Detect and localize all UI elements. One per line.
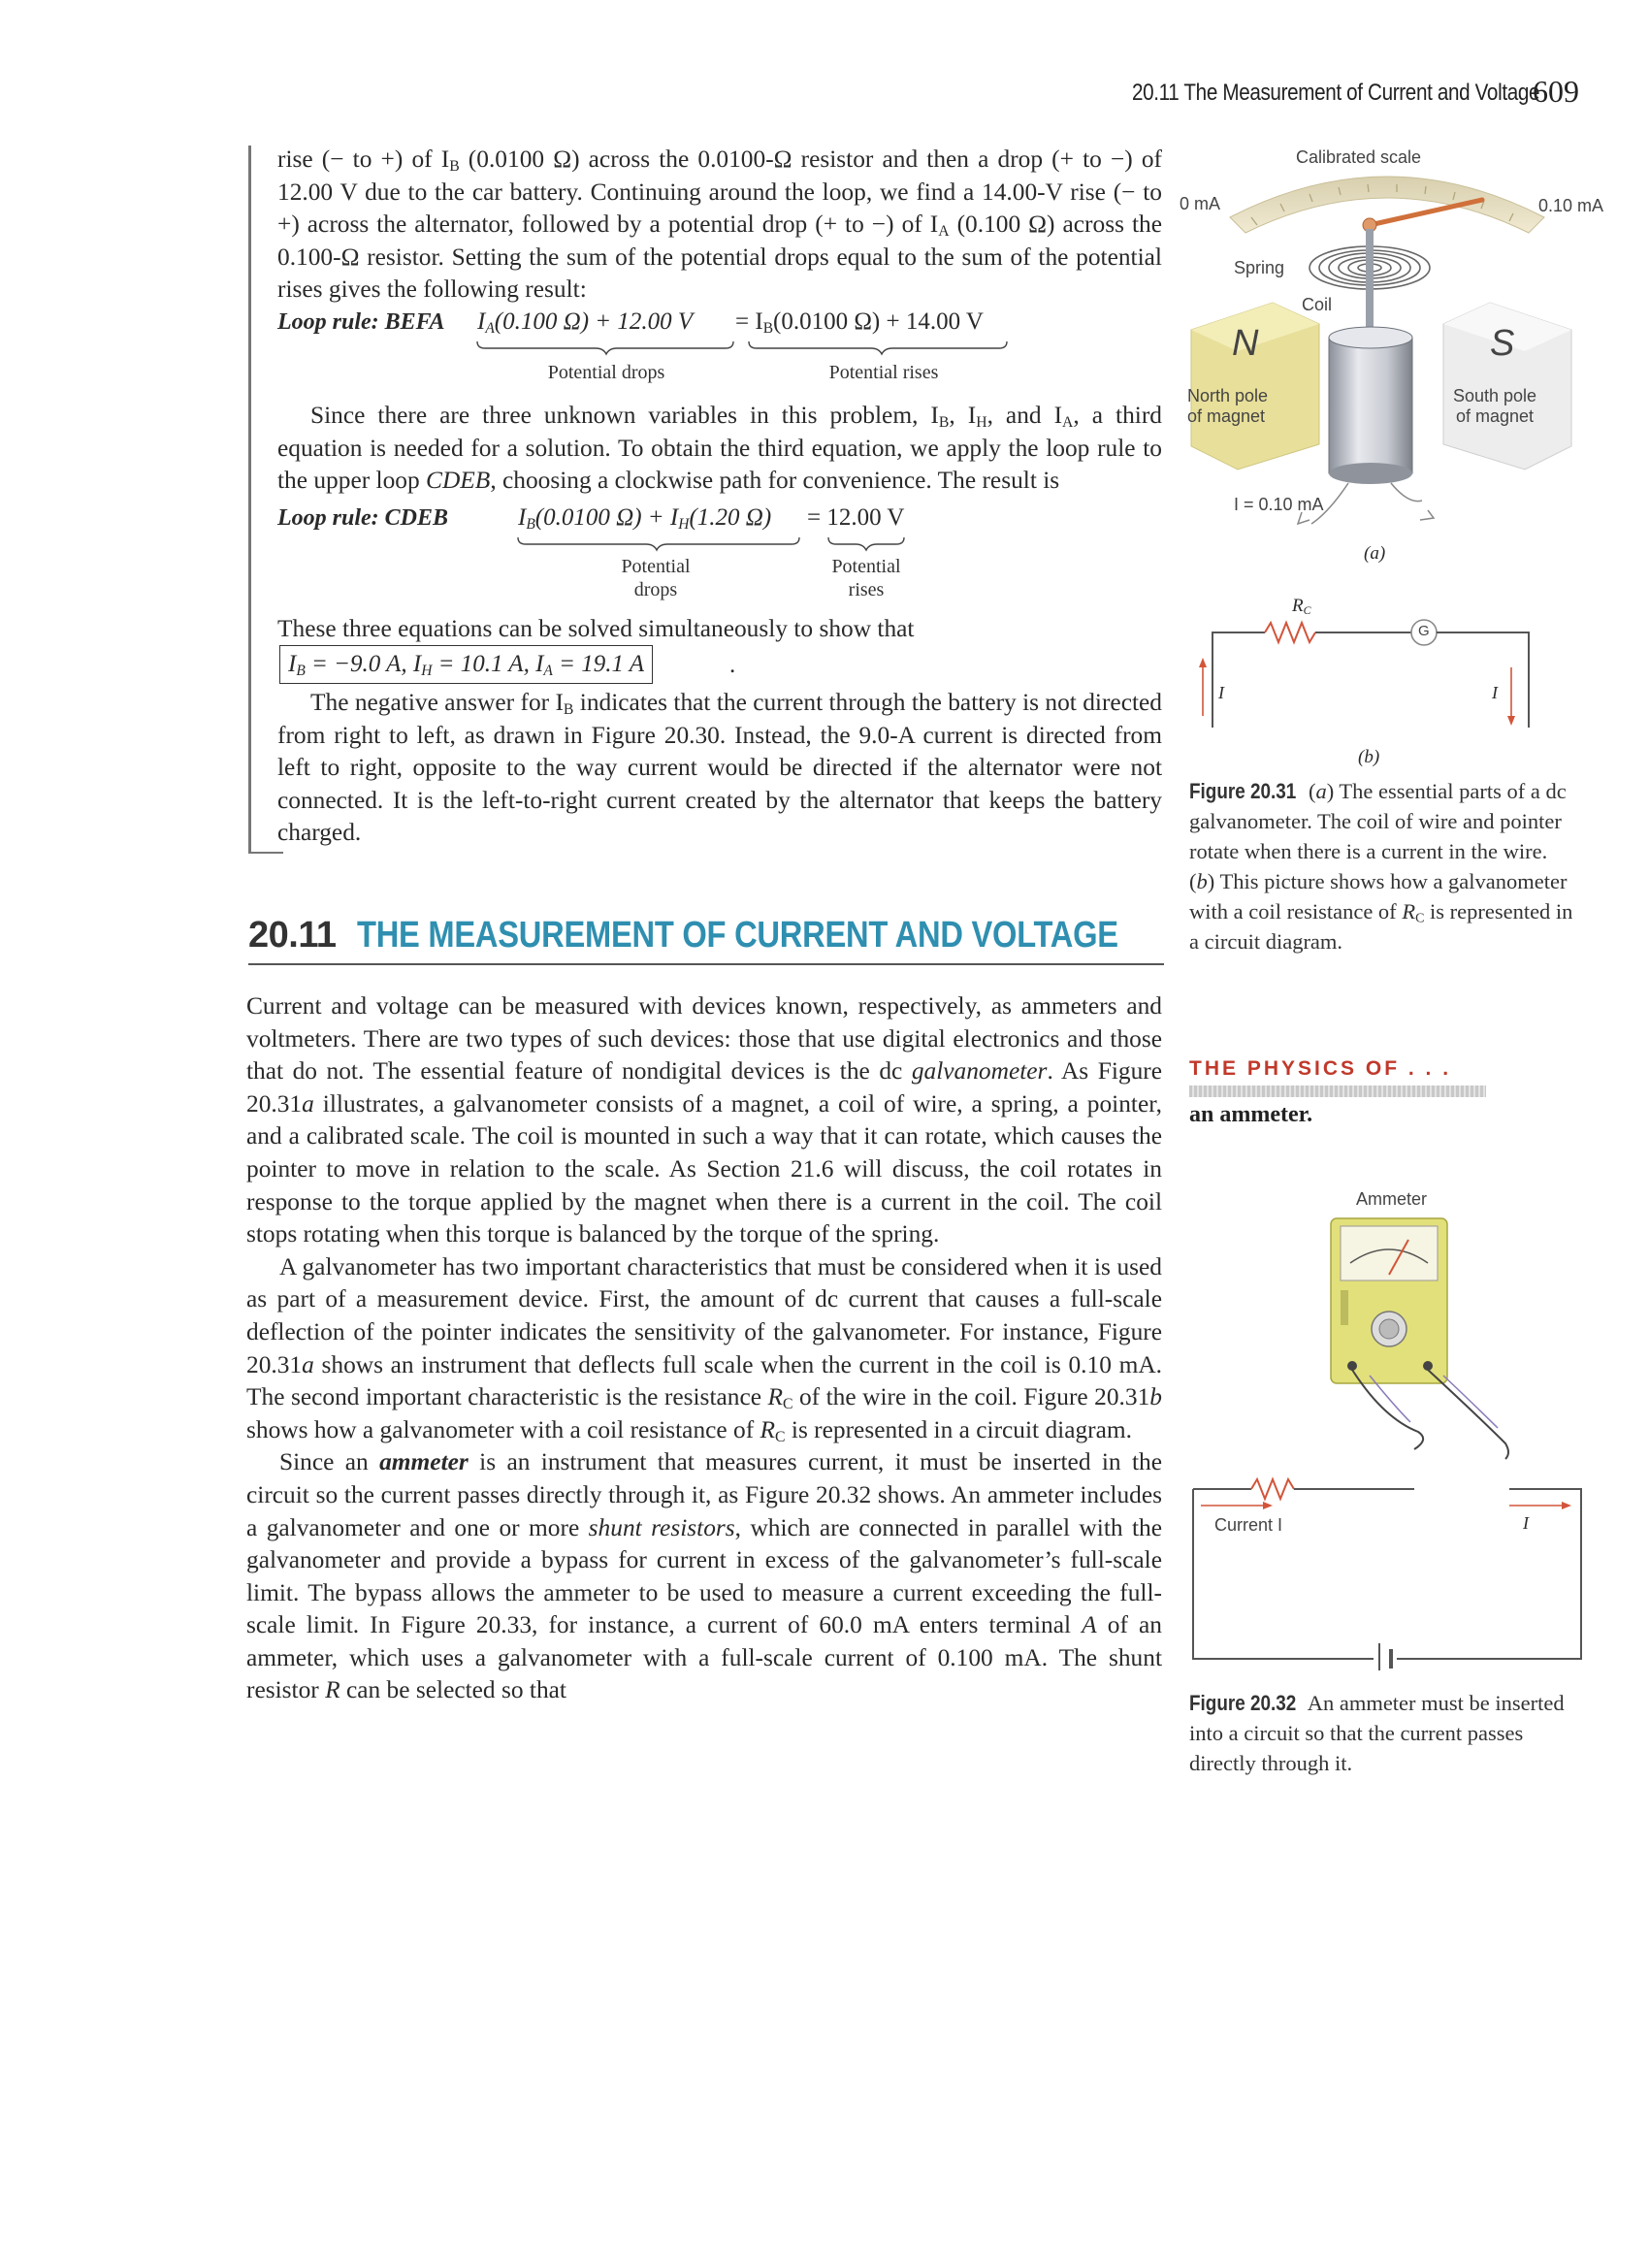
section-title: THE MEASUREMENT OF CURRENT AND VOLTAGE: [357, 915, 1118, 956]
label-i-right: I: [1492, 683, 1498, 702]
eq2-rhs: = 12.00 V: [807, 504, 905, 531]
running-head: 20.11 The Measurement of Current and Voltage: [1132, 80, 1540, 106]
body-paragraph-3: Since an ammeter is an instrument that measures current, it must be inserted in the circuit so the current passes directly through it, as Figure 20.32 shows. An ammeter includes a galvanometer and one or more shunt resistors, which are connected in parallel with the galvanometer and provide a bypass for current in excess of the galvanometer’s full-scale limit. The bypass allows the ammeter to be used to measure a current exceeding the full-scale limit. In Figure 20.33, for instance, a current of 60.0 mA enters terminal A of an ammeter, which uses a galvanometer with a full-scale current of 0.100 mA. The shunt resistor R can be selected so that: [246, 1448, 1163, 1704]
eq2-label: Loop rule: CDEB: [277, 505, 449, 531]
pointer: [1370, 200, 1482, 225]
label-north-pole: North pole of magnet: [1187, 386, 1269, 426]
eq1-brace-label-rises: Potential rises: [828, 362, 939, 383]
body-paragraph-2: A galvanometer has two important characteristics that must be considered when it is used as part of a measurement device. First, the amount of dc current that causes a full-scale deflection of the pointer indicates the sensitivity of the galvanometer. For instance, Figure 20.31a shows an instrument that deflects full scale when the current in the coil is 0.10 mA. The second important characteristic is the resistance $R_C$ of the wire in the coil. Figure 20.31b shows how a galvanometer with a coil resistance of $R_C$ is represented in a circuit diagram.: [246, 1252, 1162, 1445]
figure-20-31-caption: Figure 20.31 (a) The essential parts of a dc galvanometer. The coil of wire and pointer rotate when there is a current in the wire. (b) This picture shows how a galvanometer with a coil resistance of $R_C$ is represented in a circuit diagram.: [1189, 776, 1573, 956]
eq1-brace-label-drops: Potential drops: [547, 362, 665, 383]
page-number: 609: [1533, 74, 1579, 109]
label-sub-a: (a): [1364, 543, 1386, 564]
label-zero: 0 mA: [1180, 194, 1221, 213]
eq2-brace-label-drops: Potential drops: [621, 556, 691, 600]
body-paragraph-1: Current and voltage can be measured with devices known, respectively, as ammeters and voltmeters. There are two types of such devices: those that use digital electronics and those that do not. The essential feature of nondigital devices is the dc galvanometer. As Figure 20.31a illustrates, a galvanometer consists of a magnet, a coil of wire, a spring, a pointer, and a calibrated scale. The coil is mounted in such a way that it can rotate, which causes the pointer to move in relation to the scale. As Section 21.6 will discuss, the coil rotates in response to the torque applied by the magnet when there is a current in the coil. The coil stops rotating when this torque is balanced by the torque of the spring.: [246, 992, 1162, 1248]
figure-20-31-label: Figure 20.31: [1189, 779, 1297, 803]
equation-befa: [277, 308, 445, 336]
ammeter-circuit: [1189, 1185, 1587, 1670]
figure-20-32-caption: Figure 20.32 An ammeter must be inserted into a circuit so that the current passes directly through it.: [1189, 1688, 1573, 1778]
eq1-label: Loop rule: BEFA: [277, 309, 445, 335]
eq1-lhs: $I_A(0.100$ Ω) + 12.00 V: [477, 308, 694, 337]
galvanometer-circuit: [1191, 590, 1560, 735]
label-rc: $R_C$: [1292, 596, 1311, 617]
label-ammeter: Ammeter: [1356, 1189, 1428, 1209]
eq2-lhs: $I_B(0.0100$ $\Omega) + I_H(1.20$ Ω): [518, 504, 772, 533]
physics-of-band: [1189, 1085, 1486, 1097]
label-south-pole: South pole of magnet: [1453, 386, 1537, 426]
label-calibrated-scale: Calibrated scale: [1296, 147, 1422, 167]
coil-cylinder: [1329, 338, 1412, 473]
margin-bar: [248, 146, 251, 854]
physics-of-heading: THE PHYSICS OF . . .: [1189, 1057, 1452, 1080]
label-full-scale: 0.10 mA: [1538, 196, 1604, 215]
label-i-right-32: I: [1523, 1513, 1529, 1533]
top-paragraph-4: The negative answer for $I_B$ indicates that the current through the battery is not directed from right to left, as drawn in Figure 20.30. Instead, the 9.0-A current is directed from left to right, opposite to the way current would be directed if the alternator were not connected. It is the left-to-right current created by the alternator that keeps the battery charged.: [277, 689, 1162, 847]
figure-20-31b: [1191, 590, 1560, 774]
top-paragraph-3: These three equations can be solved simultaneously to show that: [277, 615, 915, 642]
scale-arc: [1230, 177, 1544, 233]
top-paragraph-2: Since there are three unknown variables in this problem, $I_B$, $I_H$, and $I_A$, a third equation is needed for a solution. To obtain the third equation, we apply the loop rule to the upper loop CDEB, choosing a clockwise path for convenience. The result is: [277, 402, 1162, 495]
coil-resistor: [1265, 623, 1315, 642]
label-coil: Coil: [1302, 295, 1333, 314]
boxed-result: $I_B = -9.0$ A, $I_H = 10.1$ A, $I_A = 19.1$ A: [279, 645, 653, 684]
label-g: G: [1418, 623, 1430, 639]
figure-20-32: [1189, 1185, 1587, 1670]
top-paragraph-1: rise (− to +) of $I_B$ (0.0100 Ω) across the 0.0100-Ω resistor and then a drop (+ to −) of 12.00 V due to the car battery. Continuing around the loop, we find a 14.00-V rise (− to +) across the alternator, followed by a potential drop (+ to −) of $I_A$ (0.100 Ω) across the 0.100-Ω resistor. Setting the sum of the potential drops equal to the sum of the potential rises gives the following result:: [277, 146, 1162, 304]
margin-bar-foot: [248, 852, 283, 854]
section-rule: [248, 963, 1164, 965]
label-sub-b: (b): [1358, 747, 1380, 767]
label-current: I = 0.10 mA: [1234, 495, 1324, 514]
n-letter: N: [1232, 323, 1259, 364]
label-current-i: Current I: [1214, 1515, 1283, 1535]
s-letter: S: [1490, 323, 1515, 364]
label-i-left: I: [1218, 683, 1224, 702]
label-spring: Spring: [1234, 258, 1285, 277]
eq2-braces: [516, 535, 943, 553]
section-number: 20.11: [248, 915, 337, 956]
figure-20-32-label: Figure 20.32: [1189, 1691, 1297, 1715]
eq1-braces: [475, 340, 1018, 357]
figure-20-31a: [1180, 144, 1604, 570]
load-resistor: [1251, 1479, 1294, 1499]
eq2-brace-label-rises: Potential rises: [831, 556, 901, 600]
physics-of-text: an ammeter.: [1189, 1102, 1313, 1127]
eq1-rhs: = $I_B(0.0100$ Ω) + 14.00 V: [735, 308, 984, 337]
